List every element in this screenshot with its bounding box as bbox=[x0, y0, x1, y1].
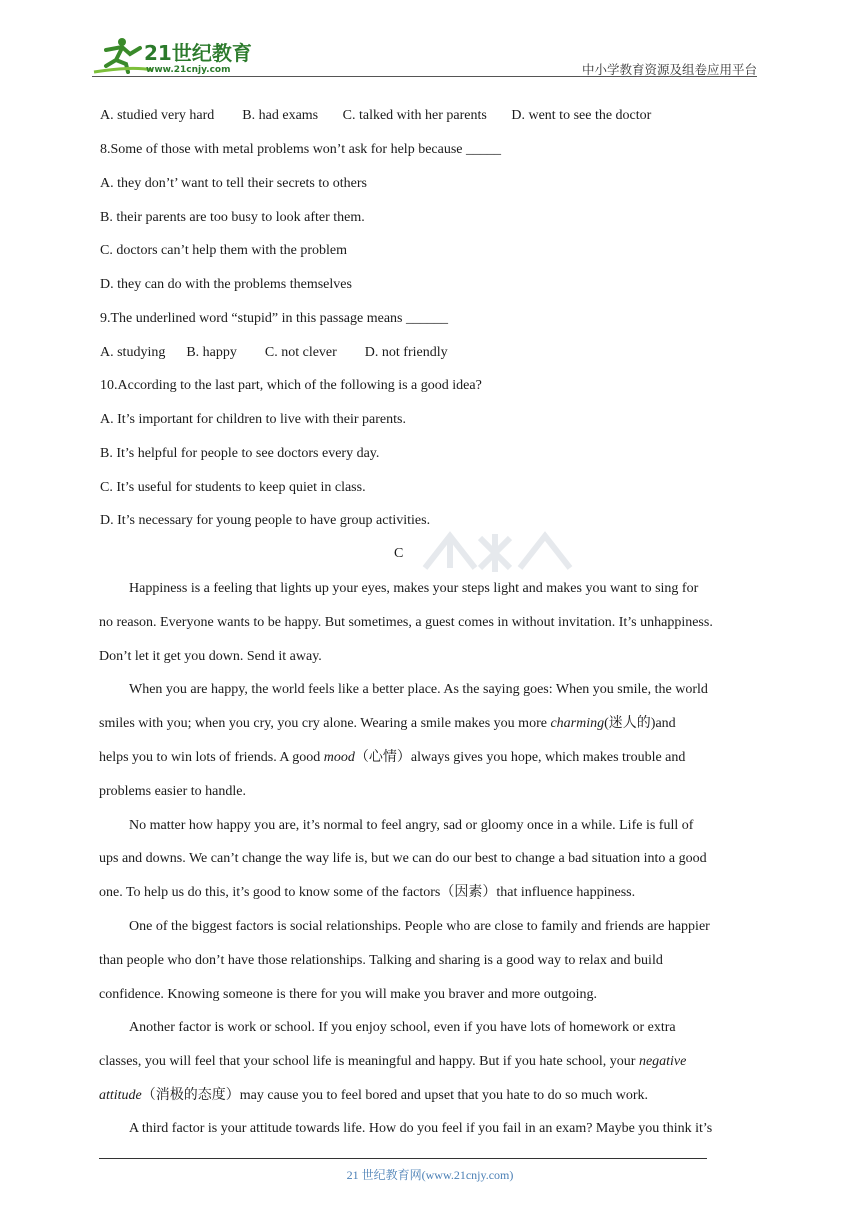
q8-option-a: A. they don’t’ want to tell their secrets to others bbox=[100, 176, 367, 191]
page-header bbox=[92, 30, 757, 80]
q8-option-c: C. doctors can’t help them with the problem bbox=[100, 243, 348, 258]
header-platform-name: 中小学教育资源及组卷应用平台 bbox=[581, 63, 757, 77]
q7-options: A. studied very hard B. had exams C. talked with her parents D. went to see the doctor bbox=[100, 108, 652, 123]
svg-text:www.21cnjy.com: www.21cnjy.com bbox=[146, 65, 231, 75]
q9-options: A. studying B. happy C. not clever D. not friendly bbox=[100, 345, 448, 360]
word-negative: negative bbox=[638, 1054, 687, 1069]
passage-p2-line4: problems easier to handle. bbox=[99, 784, 246, 799]
passage-p4-line1: One of the biggest factors is social relationships. People who are close to family and friends are happier bbox=[129, 919, 710, 934]
header-rule bbox=[92, 76, 757, 77]
q10-option-a: A. It’s important for children to live with their parents. bbox=[100, 412, 406, 427]
passage-p2-line3: helps you to win lots of friends. A good mood（心情）always gives you hope, which makes trouble and bbox=[99, 750, 686, 765]
word-mood: mood bbox=[323, 750, 355, 765]
q8-option-d: D. they can do with the problems themselves bbox=[100, 277, 352, 292]
passage-p2-line1: When you are happy, the world feels like a better place. As the saying goes: When you smile, the world bbox=[129, 682, 708, 697]
word-charming: charming bbox=[550, 716, 605, 731]
q10-option-d: D. It’s necessary for young people to have group activities. bbox=[100, 513, 431, 528]
passage-p5-line1: Another factor is work or school. If you enjoy school, even if you have lots of homework or extra bbox=[129, 1020, 676, 1035]
section-title: C bbox=[394, 546, 404, 561]
word-attitude: attitude bbox=[99, 1088, 142, 1103]
q10-option-b: B. It’s helpful for people to see doctors every day. bbox=[100, 446, 380, 461]
svg-text:21世纪教育: 21世纪教育 bbox=[144, 41, 252, 65]
passage-p1-line2: no reason. Everyone wants to be happy. But sometimes, a guest comes in without invitation. It’s unhappiness. bbox=[99, 615, 713, 630]
passage-p5-line2: classes, you will feel that your school life is meaningful and happy. But if you hate school, your negative bbox=[99, 1054, 687, 1069]
q8-option-b: B. their parents are too busy to look after them. bbox=[100, 210, 365, 225]
passage-p4-line2: than people who don’t have those relationships. Talking and sharing is a good way to relax and build bbox=[99, 953, 663, 968]
footer-link[interactable]: 21 世纪教育网(www.21cnjy.com) bbox=[346, 1168, 514, 1182]
q10-stem: 10.According to the last part, which of the following is a good idea? bbox=[100, 378, 482, 393]
passage-p1-line3: Don’t let it get you down. Send it away. bbox=[99, 649, 322, 664]
site-logo bbox=[92, 36, 262, 76]
passage-p3-line3: one. To help us do this, it’s good to know some of the factors（因素）that influence happiness. bbox=[99, 885, 636, 900]
passage-p2-line2: smiles with you; when you cry, you cry alone. Wearing a smile makes you more charming(迷人的)and bbox=[99, 716, 676, 731]
q10-option-c: C. It’s useful for students to keep quiet in class. bbox=[100, 480, 366, 495]
footer-rule bbox=[99, 1158, 707, 1159]
passage-p1-line1: Happiness is a feeling that lights up your eyes, makes your steps light and makes you want to sing for bbox=[129, 581, 699, 596]
q9-stem: 9.The underlined word “stupid” in this passage means ______ bbox=[100, 311, 448, 326]
passage-p5-line3: attitude（消极的态度）may cause you to feel bored and upset that you hate to do so much work. bbox=[99, 1088, 649, 1103]
passage-p3-line2: ups and downs. We can’t change the way life is, but we can do our best to change a bad situation into a good bbox=[99, 851, 707, 866]
passage-p6-line1: A third factor is your attitude towards life. How do you feel if you fail in an exam? Maybe you think it’s bbox=[129, 1121, 713, 1136]
watermark-logo bbox=[420, 528, 580, 574]
passage-p3-line1: No matter how happy you are, it’s normal to feel angry, sad or gloomy once in a while. Life is full of bbox=[129, 818, 694, 833]
passage-p4-line3: confidence. Knowing someone is there for you will make you braver and more outgoing. bbox=[99, 987, 598, 1002]
q8-stem: 8.Some of those with metal problems won’t ask for help because _____ bbox=[100, 142, 501, 157]
